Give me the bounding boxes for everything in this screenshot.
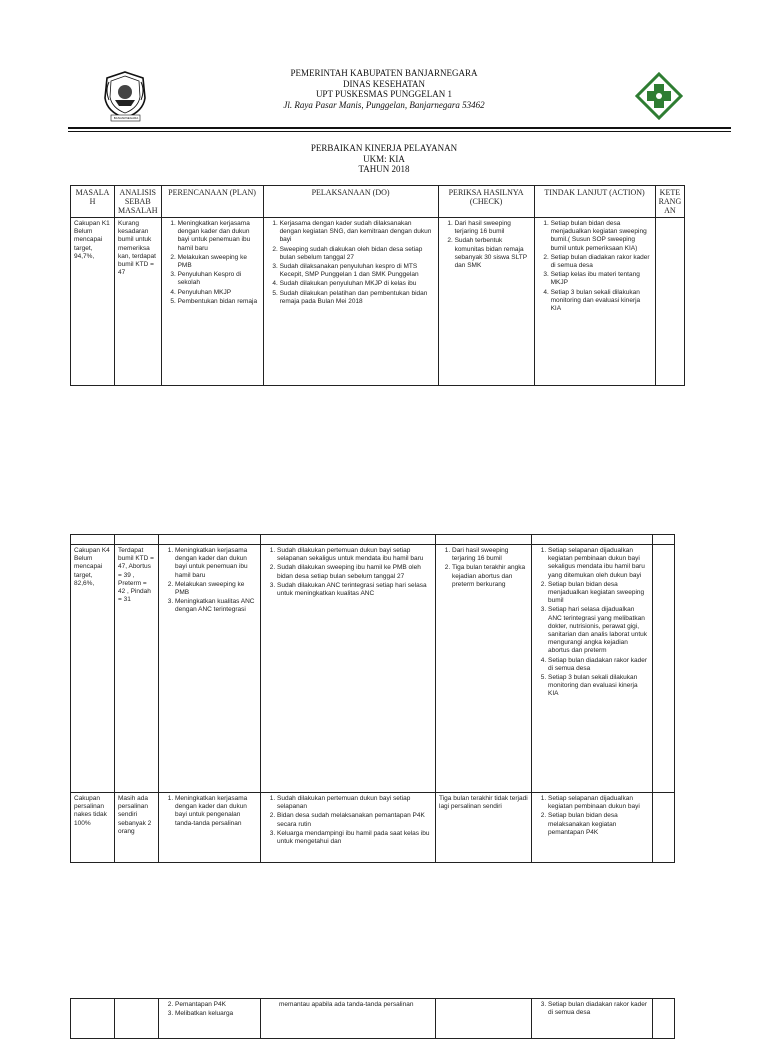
cell-keterangan <box>653 545 675 793</box>
table-row <box>71 545 675 793</box>
list-item: 2. Setiap bulan bidan desa melaksanakan kegiatan pemantapan P4K <box>548 812 649 837</box>
table-row <box>71 793 675 863</box>
list-item: 1. Meningkatkan kerjasama dengan kader dan dukun bayi untuk penemuan ibu hamil baru <box>175 547 257 580</box>
list-item: 1. Meningkatkan kerjasama dengan kader dan dukun bayi untuk penemuan ibu hamil baru <box>178 220 260 253</box>
spacer-cell <box>115 535 159 545</box>
spacer-cell <box>436 535 532 545</box>
list-item: 2. Melakukan sweeping ke PMB <box>178 254 260 270</box>
cell-check <box>436 999 532 1039</box>
list-item: 1. Setiap selapanan dijadualkan kegiatan pembinaan dukun bayi <box>548 795 649 811</box>
do-list <box>264 795 432 846</box>
spacer-cell <box>532 535 653 545</box>
doc-subtitle-ukm: UKM: KIA <box>363 154 405 164</box>
action-list <box>535 795 649 837</box>
list-item: 2. Melakukan sweeping ke PMB <box>175 581 257 597</box>
list-item: 1. Setiap selapanan dijadualkan kegiatan pembinaan dukun bayi sekaligus mendata ibu hamil baru yang ditemukan oleh dukun bayi <box>548 547 649 580</box>
cell-analisis <box>115 999 159 1039</box>
header-keterangan: KETE RANG AN <box>655 186 685 218</box>
cell-do <box>261 793 436 863</box>
list-item: 4. Sudah dilakukan penyuluhan MKJP di kelas ibu <box>280 280 435 288</box>
cell-masalah: Cakupan persalinan nakes tidak 100% <box>71 793 115 863</box>
cell-check <box>438 218 534 386</box>
list-item: 3. Setiap kelas ibu materi tentang MKJP <box>551 271 652 287</box>
do-list <box>267 220 435 306</box>
cell-masalah: Cakupan K1 Belum mencapai target, 94,7%, <box>71 218 115 386</box>
letterhead-line-3: UPT PUSKESMAS PUNGGELAN 1 <box>315 89 453 99</box>
doc-subtitle-year: TAHUN 2018 <box>358 164 410 174</box>
list-item: 5. Setiap 3 bulan sekali dilakukan monitoring dan evaluasi kinerja KIA <box>548 674 649 699</box>
cell-keterangan <box>653 793 675 863</box>
cell-action <box>532 999 653 1039</box>
seal-caption: BANJARNEGARA <box>113 116 139 120</box>
list-item: 1. Sudah dilakukan pertemuan dukun bayi setiap selapanan sekaligus untuk mendata ibu hamil baru <box>277 547 432 563</box>
list-item: 3. Keluarga mendampingi ibu hamil pada saat kelas ibu untuk mengetahui dan <box>277 830 432 846</box>
list-item: 1. Meningkatkan kerjasama dengan kader dan dukun bayi untuk pengenalan tanda-tanda persalinan <box>175 795 257 828</box>
kinerja-table-part-1 <box>70 185 685 386</box>
do-list <box>264 547 432 598</box>
list-item: 3. Penyuluhan Kespro di sekolah <box>178 271 260 287</box>
spacer-cell <box>261 535 436 545</box>
spacer-cell <box>159 535 261 545</box>
header-do: PELAKSANAAN (DO) <box>263 186 438 218</box>
list-item: 2. Bidan desa sudah melaksanakan pemantapan P4K secara rutin <box>277 812 432 828</box>
list-item: 3. Sudah dilaksanakan penyuluhan kespro di MTS Kecepit, SMP Punggelan 1 dan SMK Punggelan <box>280 263 435 279</box>
list-item: 2. Pemantapan P4K <box>175 1001 257 1009</box>
cell-masalah: Cakupan K4 Belum mencapai target, 82,6%, <box>71 545 115 793</box>
check-list <box>439 547 528 589</box>
letterhead-line-2: DINAS KESEHATAN <box>342 79 426 89</box>
list-item: 4. Setiap bulan diadakan rakor kader di semua desa <box>548 657 649 673</box>
action-list <box>535 1001 649 1017</box>
action-list <box>535 547 649 699</box>
list-item: 1. Dari hasil sweeping terjaring 16 bumil <box>452 547 528 563</box>
cell-check: Tiga bulan terakhir tidak terjadi lagi persalinan sendiri <box>436 793 532 863</box>
action-list <box>538 220 652 313</box>
list-item: 4. Penyuluhan MKJP <box>178 289 260 297</box>
cell-analisis: Masih ada persalinan sendiri sebanyak 2 orang <box>115 793 159 863</box>
cell-masalah <box>71 999 115 1039</box>
table-row <box>71 218 685 386</box>
cell-do <box>263 218 438 386</box>
list-item: 1. Kerjasama dengan kader sudah dilaksanakan dengan kegiatan SNG, dan kemitraan dengan dukun bayi <box>280 220 435 245</box>
list-item: 2. Sudah dilakukan sweeping ibu hamil ke PMB oleh bidan desa setiap bulan sebelum tanggal 27 <box>277 564 432 580</box>
kinerja-table-part-2 <box>70 534 675 863</box>
cell-keterangan <box>655 218 685 386</box>
list-item: 5. Sudah dilakukan pelatihan dan pembentukan bidan remaja pada Bulan Mei 2018 <box>280 290 435 306</box>
header-action: TINDAK LANJUT (ACTION) <box>534 186 655 218</box>
list-item: 2. Tiga bulan terakhir angka kejadian abortus dan preterm berkurang <box>452 564 528 589</box>
list-item: 3. Setiap hari selasa dijadualkan ANC terintegrasi yang melibatkan dokter, nutrisionis, perawat gigi, sanitarian dan analis laborat untuk mengurangi angka kejadian abortus dan preterm <box>548 606 649 655</box>
cell-plan <box>159 793 261 863</box>
list-item: 5. Pembentukan bidan remaja <box>178 298 260 306</box>
cell-analisis: Terdapat bumil KTD = 47, Abortus = 39 , Preterm = 42 , Pindah = 31 <box>115 545 159 793</box>
list-item: 3. Setiap bulan diadakan rakor kader di semua desa <box>548 1001 649 1017</box>
plan-list <box>162 795 257 828</box>
table-row <box>71 999 675 1039</box>
header-analisis: ANALISIS SEBAB MASALAH <box>115 186 162 218</box>
list-item: 2. Setiap bulan bidan desa menjadualkan kegiatan sweeping bumil <box>548 581 649 606</box>
plan-list <box>165 220 260 306</box>
list-item: 1. Setiap bulan bidan desa menjadualkan kegiatan sweeping bumil.( Susun SOP sweeping bumil untuk pemeriksaan KIA) <box>551 220 652 253</box>
list-item: 2. Sweeping sudah diakukan oleh bidan desa setiap bulan sebelum tanggal 27 <box>280 246 435 262</box>
list-item: 3. Meningkatkan kualitas ANC dengan ANC terintegrasi <box>175 598 257 614</box>
header-masalah: MASALA H <box>71 186 115 218</box>
spacer-cell <box>71 535 115 545</box>
list-item: 3. Melibatkan keluarga <box>175 1010 257 1018</box>
plan-list <box>162 547 257 615</box>
cell-keterangan <box>653 999 675 1039</box>
cell-action <box>534 218 655 386</box>
spacer-cell <box>653 535 675 545</box>
letterhead-address: Jl. Raya Pasar Manis, Punggelan, Banjarnegara 53462 <box>283 100 485 110</box>
plan-list <box>162 1001 257 1018</box>
list-item: 2. Setiap bulan diadakan rakor kader di semua desa <box>551 254 652 270</box>
list-item: 3. Sudah dilakukan ANC terintegrasi setiap hari selasa untuk meningkatkan kualitas ANC <box>277 582 432 598</box>
cell-check <box>436 545 532 793</box>
table-spacer-row <box>71 535 675 545</box>
cell-plan <box>159 545 261 793</box>
puskesmas-logo-icon <box>635 72 683 120</box>
list-item: 1. Sudah dilakukan pertemuan dukun bayi setiap selapanan <box>277 795 432 811</box>
table-header-row <box>71 186 685 218</box>
letterhead-rule-thin <box>68 131 731 132</box>
list-item: 4. Setiap 3 bulan sekali dilakukan monitoring dan evaluasi kinerja KIA <box>551 289 652 314</box>
list-item: 2. Sudah terbentuk komunitas bidan remaja sebanyak 30 siswa SLTP dan SMK <box>455 237 531 270</box>
cell-do <box>261 545 436 793</box>
letterhead-line-1: PEMERINTAH KABUPATEN BANJARNEGARA <box>290 68 478 78</box>
list-item: 1. Dari hasil sweeping terjaring 16 bumil <box>455 220 531 236</box>
cell-action <box>532 793 653 863</box>
cell-action <box>532 545 653 793</box>
cell-plan <box>161 218 263 386</box>
cell-do: memantau apabila ada tanda-tanda persalinan <box>261 999 436 1039</box>
kinerja-table-part-3 <box>70 998 675 1039</box>
doc-title: PERBAIKAN KINERJA PELAYANAN <box>310 143 458 153</box>
header-plan: PERENCANAAN (PLAN) <box>161 186 263 218</box>
letterhead-rule-thick <box>68 127 731 129</box>
header-check: PERIKSA HASILNYA (CHECK) <box>438 186 534 218</box>
cell-plan <box>159 999 261 1039</box>
cell-analisis: Kurang kesadaran bumil untuk memeriksa kan, terdapat bumil KTD = 47 <box>115 218 162 386</box>
check-list <box>442 220 531 270</box>
